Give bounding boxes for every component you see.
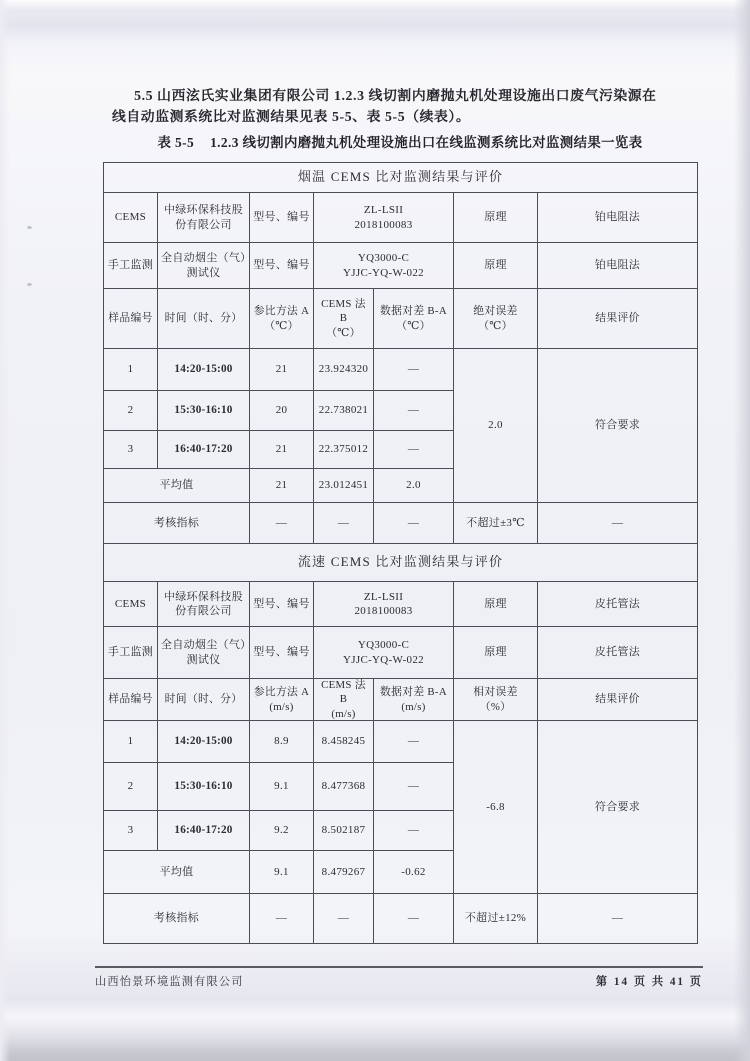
principle-label: 原理 — [454, 243, 538, 289]
sample-no: 3 — [104, 431, 158, 469]
footer-company-name: 山西怡景环境监测有限公司 — [95, 976, 244, 988]
data-diff-value: — — [374, 763, 454, 811]
assessment-dash: — — [314, 894, 374, 944]
cems-model-serial — [314, 582, 454, 627]
average-diff: -0.62 — [374, 851, 454, 894]
assessment-limit: 不超过±3℃ — [454, 503, 538, 544]
assessment-dash: — — [314, 503, 374, 544]
sample-time: 15:30-16:10 — [158, 763, 250, 811]
data-diff-value: — — [374, 391, 454, 431]
manual-model-serial — [314, 243, 454, 289]
assessment-limit: 不超过±12% — [454, 894, 538, 944]
average-label: 平均值 — [104, 851, 250, 894]
col-header-reference-a — [250, 679, 314, 721]
col-header-time: 时间（时、分） — [158, 679, 250, 721]
sample-time: 14:20-15:00 — [158, 721, 250, 763]
sample-no: 1 — [104, 721, 158, 763]
result-merged-value: 符合要求 — [538, 721, 698, 894]
principle-label: 原理 — [454, 582, 538, 627]
assessment-dash: — — [374, 894, 454, 944]
assessment-result-dash: — — [538, 894, 698, 944]
model-serial-label: 型号、编号 — [250, 582, 314, 627]
col-header-rel-error — [454, 679, 538, 721]
col-header-reference-a-unit: (m/s) — [269, 700, 294, 713]
cems-label: CEMS — [104, 582, 158, 627]
cems-b-value: 23.924320 — [314, 349, 374, 391]
manual-principle: 皮托管法 — [538, 627, 698, 679]
average-diff: 2.0 — [374, 469, 454, 503]
reference-a-value: 21 — [250, 349, 314, 391]
col-header-abs-error-text: 绝对误差 — [473, 305, 518, 318]
assessment-result-dash: — — [538, 503, 698, 544]
col-header-rel-error-text: 相对误差 — [473, 686, 518, 699]
sample-time: 16:40-17:20 — [158, 811, 250, 851]
scan-speck — [27, 226, 32, 229]
average-cems-b: 8.479267 — [314, 851, 374, 894]
col-header-rel-error-unit: （%） — [479, 700, 512, 713]
col-header-cems-b-text: CEMS 法 B — [321, 679, 366, 706]
col-header-cems-b-text: CEMS 法 B — [321, 298, 366, 325]
col-header-reference-a — [250, 289, 314, 349]
reference-a-value: 9.2 — [250, 811, 314, 851]
manual-model: YQ3000-C — [357, 252, 410, 265]
manual-model: YQ3000-C — [357, 639, 410, 652]
data-diff-value: — — [374, 811, 454, 851]
cems-b-value: 22.738021 — [314, 391, 374, 431]
col-header-time: 时间（时、分） — [158, 289, 250, 349]
scan-edge-shading-right — [734, 0, 750, 1061]
manual-principle: 铂电阻法 — [538, 243, 698, 289]
cems-company: 中绿环保科技股份有限公司 — [158, 193, 250, 243]
data-diff-value: — — [374, 349, 454, 391]
col-header-data-diff-text: 数据对差 B-A — [380, 305, 447, 318]
result-merged-value: 符合要求 — [538, 349, 698, 503]
col-header-reference-a-unit: （℃） — [264, 319, 299, 332]
sample-no: 2 — [104, 391, 158, 431]
table-section-title-flow: 流速 CEMS 比对监测结果与评价 — [104, 544, 698, 582]
cems-serial: 2018100083 — [354, 218, 413, 231]
sample-time: 15:30-16:10 — [158, 391, 250, 431]
col-header-sample-no: 样品编号 — [104, 289, 158, 349]
average-label: 平均值 — [104, 469, 250, 503]
model-serial-label: 型号、编号 — [250, 193, 314, 243]
table-section-title-temperature: 烟温 CEMS 比对监测结果与评价 — [104, 163, 698, 193]
table-caption-title: 1.2.3 线切割内磨抛丸机处理设施出口在线监测系统比对监测结果一览表 — [210, 135, 643, 150]
data-diff-value: — — [374, 431, 454, 469]
page-footer — [95, 966, 703, 989]
col-header-cems-b-unit: （℃） — [326, 326, 361, 339]
col-header-result: 结果评价 — [538, 289, 698, 349]
model-serial-label: 型号、编号 — [250, 627, 314, 679]
sample-no: 1 — [104, 349, 158, 391]
average-cems-b: 23.012451 — [314, 469, 374, 503]
scan-edge-shading-left — [0, 0, 10, 1061]
col-header-data-diff — [374, 679, 454, 721]
reference-a-value: 20 — [250, 391, 314, 431]
assessment-label: 考核指标 — [104, 503, 250, 544]
rel-error-merged-value: -6.8 — [454, 721, 538, 894]
col-header-abs-error — [454, 289, 538, 349]
manual-model-serial — [314, 627, 454, 679]
col-header-data-diff-unit: （℃） — [396, 319, 431, 332]
abs-error-merged-value: 2.0 — [454, 349, 538, 503]
cems-b-value: 8.502187 — [314, 811, 374, 851]
col-header-sample-no: 样品编号 — [104, 679, 158, 721]
cems-b-value: 22.375012 — [314, 431, 374, 469]
assessment-label: 考核指标 — [104, 894, 250, 944]
cems-principle: 铂电阻法 — [538, 193, 698, 243]
data-diff-value: — — [374, 721, 454, 763]
assessment-dash: — — [250, 894, 314, 944]
sample-time: 16:40-17:20 — [158, 431, 250, 469]
cems-principle: 皮托管法 — [538, 582, 698, 627]
principle-label: 原理 — [454, 193, 538, 243]
col-header-abs-error-unit: （℃） — [478, 319, 513, 332]
footer-page-number: 第 14 页 共 41 页 — [595, 976, 703, 988]
sample-no: 2 — [104, 763, 158, 811]
col-header-data-diff-text: 数据对差 B-A — [380, 686, 447, 699]
cems-model-serial — [314, 193, 454, 243]
col-header-result: 结果评价 — [538, 679, 698, 721]
manual-monitoring-label: 手工监测 — [104, 627, 158, 679]
manual-serial: YJJC-YQ-W-022 — [343, 266, 424, 279]
model-serial-label: 型号、编号 — [250, 243, 314, 289]
cems-serial: 2018100083 — [354, 605, 413, 617]
manual-serial: YJJC-YQ-W-022 — [343, 653, 424, 666]
col-header-reference-a-text: 参比方法 A — [253, 686, 310, 699]
section-5-5-paragraph: 5.5 山西泫氏实业集团有限公司 1.2.3 线切割内磨抛丸机处理设施出口废气污染源在线自动监测系统比对监测结果见表 5-5、表 5-5（续表）。 — [112, 88, 657, 124]
reference-a-value: 21 — [250, 431, 314, 469]
col-header-cems-b — [314, 289, 374, 349]
table-caption — [103, 132, 697, 151]
cems-company: 中绿环保科技股份有限公司 — [158, 582, 250, 627]
reference-a-value: 8.9 — [250, 721, 314, 763]
assessment-dash: — — [250, 503, 314, 544]
cems-b-value: 8.458245 — [314, 721, 374, 763]
table-caption-label: 表 5-5 — [157, 135, 195, 150]
assessment-dash: — — [374, 503, 454, 544]
col-header-reference-a-text: 参比方法 A — [253, 305, 310, 318]
manual-device: 全自动烟尘（气）测试仪 — [158, 627, 250, 679]
cems-model: ZL-LSII — [363, 204, 404, 217]
col-header-cems-b — [314, 679, 374, 721]
average-reference-a: 9.1 — [250, 851, 314, 894]
average-reference-a: 21 — [250, 469, 314, 503]
scan-speck — [27, 283, 32, 286]
cems-b-value: 8.477368 — [314, 763, 374, 811]
principle-label: 原理 — [454, 627, 538, 679]
cems-model: ZL-LSII — [363, 590, 404, 603]
cems-label: CEMS — [104, 193, 158, 243]
sample-no: 3 — [104, 811, 158, 851]
reference-a-value: 9.1 — [250, 763, 314, 811]
col-header-data-diff-unit: (m/s) — [401, 700, 426, 713]
sample-time: 14:20-15:00 — [158, 349, 250, 391]
manual-device: 全自动烟尘（气）测试仪 — [158, 243, 250, 289]
col-header-data-diff — [374, 289, 454, 349]
col-header-cems-b-unit: (m/s) — [331, 707, 356, 720]
cems-comparison-table — [103, 162, 698, 944]
manual-monitoring-label: 手工监测 — [104, 243, 158, 289]
